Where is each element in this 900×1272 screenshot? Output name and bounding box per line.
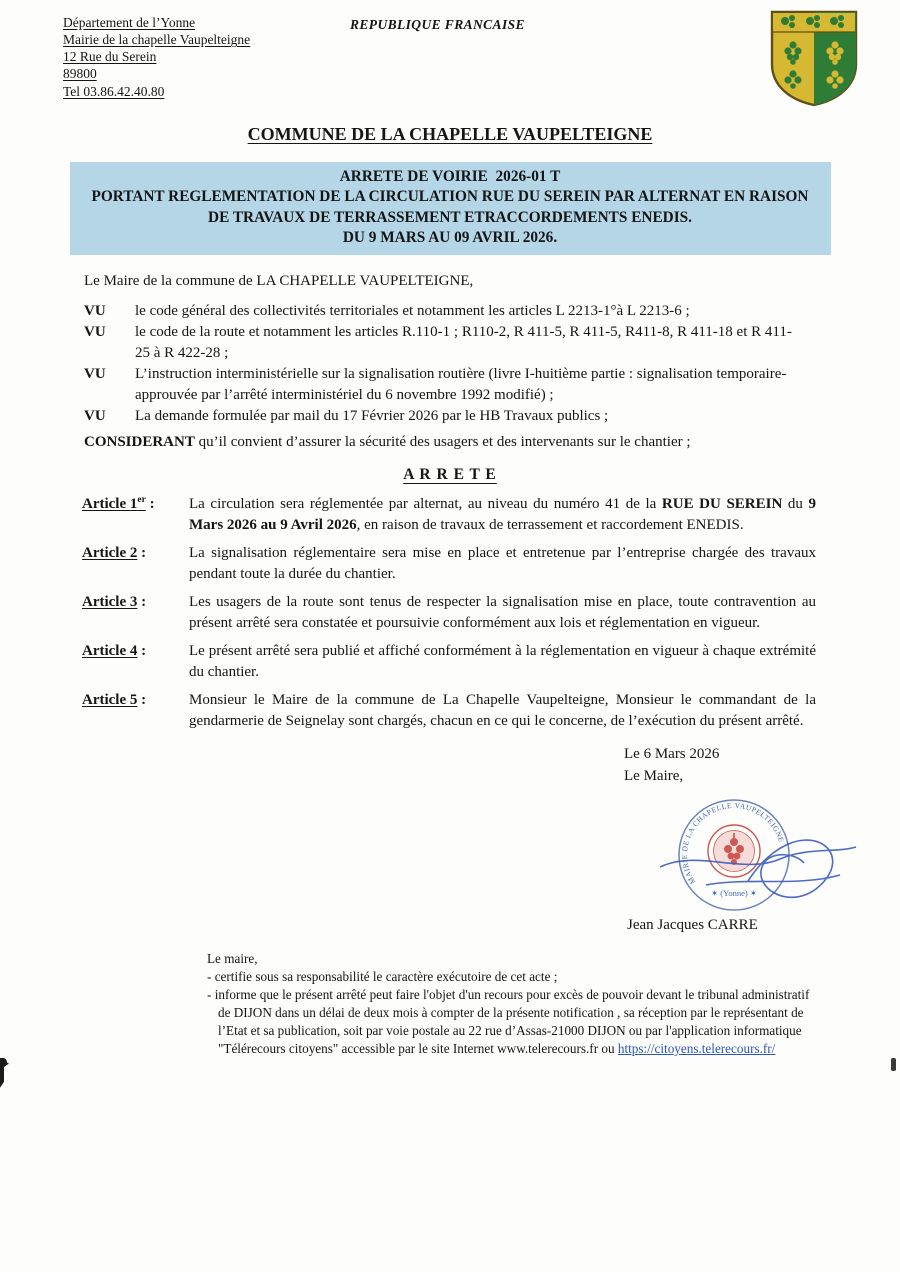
signatory-name: Jean Jacques CARRE — [627, 916, 758, 933]
article-label-sup: er — [137, 495, 146, 506]
banner-line-subject: PORTANT REGLEMENTATION DE LA CIRCULATION RUE DU SEREIN PAR ALTERNAT EN RAISON DE TRAVAUX DE TERRASSEMENT ETRACCORDEMENTS ENEDIS. — [91, 188, 813, 226]
banner-line-dates: DU 9 MARS AU 09 AVRIL 2026. — [342, 229, 558, 247]
signature-role: Le Maire, — [624, 767, 684, 784]
article-text: Monsieur le Maire de la commune de La Chapelle Vaupelteigne, Monsieur le commandant de la gendarmerie de Seignelay sont chargés, chacun en ce qui le concerne, de l’exécution du présent arrêté. — [189, 692, 816, 730]
banner-line-number: ARRETE DE VOIRIE 2026-01 T — [339, 168, 561, 185]
intro-line: Le Maire de la commune de LA CHAPELLE VAUPELTEIGNE, — [84, 273, 474, 290]
stamp-zone — [0, 789, 900, 915]
scan-artifact — [0, 1058, 7, 1067]
coat-of-arms — [768, 8, 860, 108]
vu-label: VU — [84, 366, 106, 383]
document-header — [0, 0, 900, 108]
article-label: Article 3 : — [82, 594, 147, 611]
vu-label: VU — [84, 408, 106, 425]
vu-item — [84, 406, 796, 427]
article-3 — [82, 592, 816, 634]
footer-notes — [207, 950, 811, 1058]
sender-line: Département de l’Yonne — [63, 15, 196, 30]
article-5 — [82, 690, 816, 732]
page-title — [0, 124, 900, 145]
decree-banner — [70, 162, 831, 255]
vu-list — [84, 301, 796, 427]
vu-item — [84, 322, 796, 364]
article-text: Les usagers de la route sont tenus de respecter la signalisation mise en place, toute contravention au présent arrêté sera constatée et poursuivie conformément aux lois et réglementation en vigueur. — [189, 594, 816, 632]
sender-line: Tel 03.86.42.40.80 — [63, 83, 165, 99]
stamp-bottom-text: ✶ (Yonne) ✶ — [711, 887, 757, 898]
scan-artifact — [891, 1058, 896, 1071]
telerecours-link[interactable]: https://citoyens.telerecours.fr/ — [617, 1040, 776, 1056]
article-text: La circulation sera réglementée par alternat, au niveau du numéro 41 de la RUE DU SEREIN du 9 Mars 2026 au 9 Avril 2026, en raison de travaux de terrassement et raccordement ENEDIS. — [189, 496, 816, 534]
footer-intro: Le maire, — [207, 950, 258, 966]
sender-line: Mairie de la chapelle Vaupelteigne — [63, 32, 251, 48]
sender-address-block — [63, 14, 250, 100]
vu-text: L’instruction interministérielle sur la signalisation routière (livre I-huitième partie : signalisation temporaire-approuvée par l’arrêté interministériel du 6 novembre 1992 modifié) ; — [135, 366, 787, 404]
article-text: Le présent arrêté sera publié et affiché conformément à la réglementation en vigueur à chaque extrémité du chantier. — [189, 643, 816, 681]
mayor-stamp — [648, 789, 878, 915]
vu-label: VU — [84, 324, 106, 341]
stamp-emblem — [708, 825, 760, 877]
article-label: Article 5 : — [82, 692, 147, 709]
footer-certify-note: - certifie sous sa responsabilité le caractère exécutoire de cet acte ; — [207, 968, 558, 984]
vu-text: le code général des collectivités territoriales et notamment les articles L 2213-1°à L 2213-6 ; — [135, 303, 690, 320]
republic-title: REPUBLIQUE FRANCAISE — [350, 17, 525, 32]
vu-label: VU — [84, 303, 106, 320]
vu-text: La demande formulée par mail du 17 Février 2026 par le HB Travaux publics ; — [135, 408, 609, 425]
considerant-paragraph — [84, 432, 820, 453]
considerant-label: CONSIDERANT — [84, 434, 195, 451]
arrete-heading — [0, 466, 900, 484]
article-label: Article 1er : — [82, 495, 155, 513]
sender-line: 89800 — [63, 66, 97, 82]
page-title-text: COMMUNE DE LA CHAPELLE VAUPELTEIGNE — [247, 124, 653, 144]
vu-text: le code de la route et notamment les articles R.110-1 ; R110-2, R 411-5, R 411-5, R411-8, R 411-18 et R 411-25 à R 422-28 ; — [135, 324, 792, 362]
footer-inform-note: - informe que le présent arrêté peut faire l'objet d'un recours pour excès de pouvoir devant le tribunal administratif de DIJON dans un délai de deux mois à compter de la présente notification , sa réception par le représentant de l’Etat et sa publication, soit par voie postale au 22 rue d’Assas-21000 DIJON ou par l'application informatique "Télérecours citoyens" accessible par le site Internet www.telerecours.fr ou https://citoyens.telerecours.fr/ — [207, 986, 810, 1056]
article-label: Article 4 : — [82, 643, 147, 660]
vu-item — [84, 364, 796, 406]
vu-item — [84, 301, 796, 322]
articles-section — [82, 494, 816, 732]
article-2 — [82, 543, 816, 585]
article-text: La signalisation réglementaire sera mise en place et entretenue par l’entreprise chargée des travaux pendant toute la durée du chantier. — [189, 545, 816, 583]
article-1 — [82, 494, 816, 536]
stamp-ring-text: MAIRIE DE LA CHAPELLE VAUPELTEIGNE — [679, 800, 787, 886]
article-label: Article 2 : — [82, 545, 147, 562]
signature-block — [624, 744, 900, 787]
arrete-heading-text: A R R E T E — [403, 466, 497, 484]
article-4 — [82, 641, 816, 683]
considerant-text: qu’il convient d’assurer la sécurité des usagers et des intervenants sur le chantier ; — [194, 434, 691, 451]
signature-date: Le 6 Mars 2026 — [624, 746, 720, 763]
sender-line: 12 Rue du Serein — [63, 49, 157, 65]
